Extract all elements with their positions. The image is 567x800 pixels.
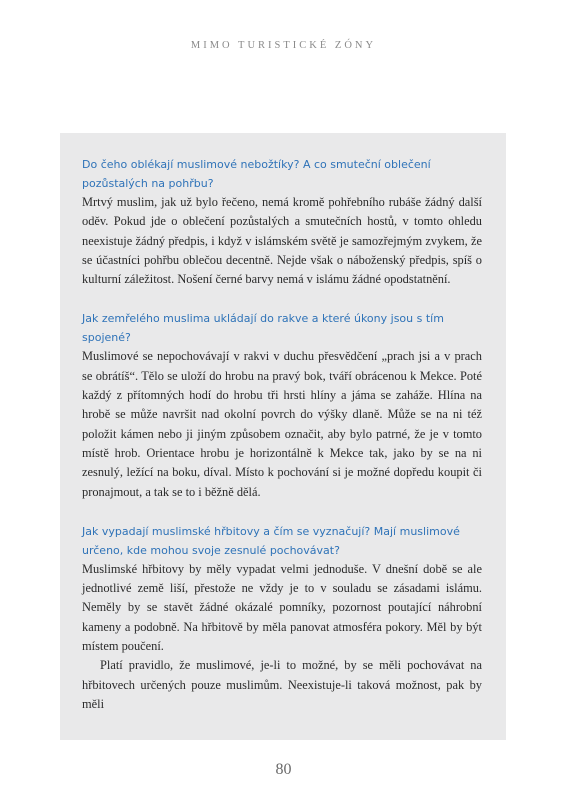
- page-number: 80: [275, 761, 292, 778]
- section-question: Do čeho oblékají muslimové nebožtíky? A co smuteční oblečení pozůstalých na pohřbu?: [82, 158, 431, 190]
- section-gap: [82, 289, 482, 309]
- section-question: Jak vypadají muslimské hřbitovy a čím se vyznačují? Mají muslimové určeno, kde mohou svoje zesnulé pochovávat?: [82, 524, 460, 557]
- section-paragraph: Mrtvý muslim, jak už bylo řečeno, nemá kromě pohřebního rubáše žádný další oděv. Pokud jde o oblečení pozůstalých a smutečních hostů, v tomto ohledu neexistuje žádný předpis, i když v islámském světě je samozřejmým zvykem, že se účastníci pohřbu oblečou decentně. Nejde však o náboženský předpis, spíš o kulturní záležitost. Nošení černé barvy nemá v islámu žádné opodstatnění.: [82, 195, 482, 287]
- faq-box: [60, 133, 506, 740]
- section-paragraph: Muslimské hřbitovy by měly vypadat velmi jednoduše. V dnešní době se ale jednotlivé země liší, přestože ne vždy je to v souladu se zásadami islámu. Neměly by se stavět žádné okázalé pomníky, pozornost poutající náhrobní kameny a podobně. Na hřbitově by měla panovat atmosféra pokory. Měl by být místem poučení.: [82, 561, 482, 654]
- section-gap: [82, 502, 482, 522]
- section-question: Jak zemřelého muslima ukládají do rakve a které úkony jsou s tím spojené?: [82, 312, 444, 345]
- running-head: MIMO TURISTICKÉ ZÓNY: [190, 40, 377, 51]
- section-paragraph: Muslimové se nepochovávají v rakvi v duchu přesvědčení „prach jsi a v prach se obrátíš“. Tělo se uloží do hrobu na pravý bok, tváří obrácenou k Mekce. Poté každý z přítomných hodí do hrobu tři hrsti hlíny a jáma se zaháže. Hlína na hrobě se může navršit nad okolní povrch do výšky dlaně. Může se na ni též položit kámen nebo ji jiným způsobem označit, aby bylo patrné, že je v tomto místě hrob. Orientace hrobu je horizontálně k Mekce tak, jako by se na ni zesnulý, ležící na boku, díval. Místo k pochování si je možné dopředu koupit či pronajmout, a tak se to i běžně dělá.: [82, 349, 482, 499]
- section-paragraph: Platí pravidlo, že muslimové, je-li to možné, by se měli pochovávat na hřbitovech určených pouze muslimům. Neexistuje-li taková možnost, pak by měli: [82, 658, 482, 711]
